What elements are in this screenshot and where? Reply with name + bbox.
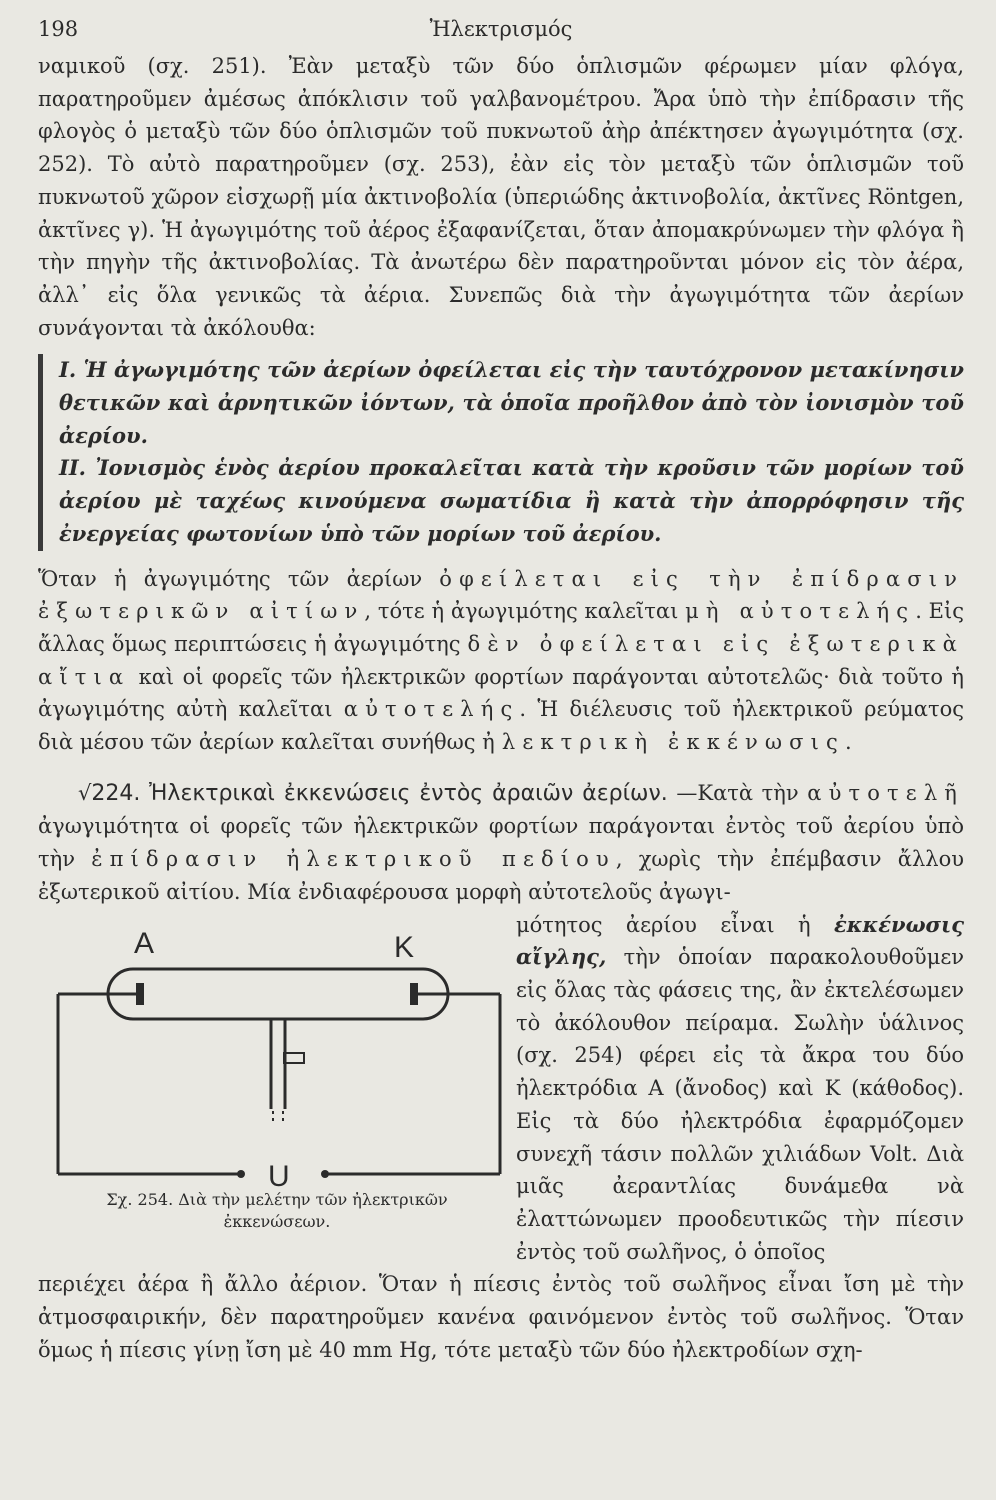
glow-discharge-term: ἐκκένωσις αἴγλης, [516,911,964,970]
page-number: 198 [38,17,79,41]
text-run: . Εἰς ἄλλας ὅμως περιπτώσεις ἡ ἀγωγιμότης [38,599,964,656]
figure-caption [38,1189,516,1233]
final-paragraph: περιέχει ἀέρα ἢ ἄλλο ἀέριον. Ὅταν ἡ πίεσις ἐντὸς τοῦ σωλῆνος εἶναι ἴση μὲ τὴν ἀτμοσφαιρικήν, δὲν παρατηροῦμεν κανένα φαινόμενον ἐντὸς τοῦ σωλῆνος. Ὅταν ὅμως ἡ πίεσις γίνῃ ἴση μὲ 40 mm Hg, τότε μεταξὺ τῶν δύο ἠλεκτροδίων σχη- [38,1272,964,1362]
figure-with-text [38,909,964,1269]
spaced-term: ἠλεκτρικὴ ἐκκένωσις [482,730,845,755]
definition-1: I. Ἡ ἀγωγιμότης τῶν ἀερίων ὀφείλεται εἰς τὴν ταυτόχρονον μετακίνησιν θετικῶν καὶ ἀρνητικῶν ἰόντων, τὰ ὁποῖα προῆλθον ἀπὸ τὸν ἰονισμὸν τοῦ ἀερίου. [59,357,964,448]
side-column-text [516,909,964,1269]
text-run: . Ἡ διέλευσις τοῦ ἠλεκτρικοῦ ρεύματος διὰ μέσου τῶν ἀερίων καλεῖται συνήθως [38,697,964,755]
stopcock-icon [284,1053,304,1063]
text-run: Κατὰ τὴν [697,780,808,805]
spaced-term: αὐτοτελῆ [807,780,964,805]
check-mark-icon: √ [78,780,92,805]
anode-electrode [136,983,144,1005]
figure-254 [38,909,516,1269]
spaced-term: ὀφείλεται εἰς τὴν ἐπίδρασιν ἐξωτερικῶν αἰτίων [38,566,964,624]
page-header [38,14,964,50]
section-number: 224. [91,780,141,806]
intro-paragraph: ναμικοῦ (σχ. 251). Ἐὰν μεταξὺ τῶν δύο ὁπλισμῶν φέρωμεν μίαν φλόγα, παρατηροῦμεν ἀμέσως ἀπόκλισιν τοῦ γαλβανομέτρου. Ἄρα ὑπὸ τὴν ἐπίδρασιν τῆς φλογὸς ὁ μεταξὺ τῶν δύο ὁπλισμῶν τοῦ πυκνωτοῦ ἀὴρ ἀπέκτησεν ἀγωγιμότητα (σχ. 252). Τὸ αὐτὸ παρατηροῦμεν (σχ. 253), ἐὰν εἰς τὸν μεταξὺ τῶν ὁπλισμῶν τοῦ πυκνωτοῦ χῶρον εἰσχωρῇ μία ἀκτινοβολία (ὑπεριώδης ἀκτινοβολία, ἀκτῖνες Röntgen, ἀκτῖνες γ). Ἡ ἀγωγιμότης τοῦ ἀέρος ἐξαφανίζεται, ὅταν ἀπομακρύνωμεν τὴν φλόγα ἢ τὴν πηγὴν τῆς ἀκτινοβολίας. Τὰ ἀνωτέρω δὲν παρατηροῦνται μόνον εἰς τὸν ἀέρα, ἀλλ᾽ εἰς ὅλα γενικῶς τὰ ἀέρια. Συνεπῶς διὰ τὴν ἀγωγιμότητα τῶν ἀερίων συνάγονται τὰ ἀκόλουθα: [38,54,964,340]
text-run: Ὅταν ἡ ἀγωγιμότης τῶν ἀερίων [38,566,440,591]
caption-line-2: ἐκκενώσεων. [223,1211,331,1231]
cathode-electrode [410,983,418,1005]
section-title: Ἠλεκτρικαὶ ἐκκενώσεις ἐντὸς ἀραιῶν ἀερίων. [149,780,668,806]
book-page [38,14,964,1366]
text-run: . [844,730,852,755]
anode-label: A [134,926,155,960]
glass-tube [108,969,448,1019]
text-run: μότητος ἀερίου εἶναι ἡ [516,912,834,937]
text-run: , τότε ἡ ἀγωγιμότης καλεῖται [364,599,686,624]
spaced-term: ἐπίδρασιν ἠλεκτρικοῦ πεδίου [91,847,616,872]
cathode-label: K [394,930,415,964]
caption-line-1: Σχ. 254. Διὰ τὴν μελέτην τῶν ἠλεκτρικῶν [106,1189,448,1209]
text-run: τὴν ὁποίαν παρακολουθοῦμεν εἰς ὅλας τὰς φάσεις της, ἂν ἐκτελέσωμεν τὸ ἀκόλουθον πείραμα. Σωλὴν ὑάλινος (σχ. 254) φέρει εἰς τὰ ἄκρα του δύο ἠλεκτρόδια Α (ἄνοδος) καὶ Κ (κάθοδος). Εἰς τὰ δύο ἠλεκτρόδια ἐφαρμόζομεν συνεχῆ τάσιν πολλῶν χιλιάδων Volt. Διὰ μιᾶς ἀεραντλίας δυνάμεθα νὰ ἐλαττώνωμεν προοδευτικῶς τὴν πίεσιν ἐντὸς τοῦ σωλῆνος, ὁ ὁποῖος [516,945,964,1264]
spaced-term: δὲν ὀφείλεται εἰς ἐξωτερικὰ αἴτια [38,631,964,689]
voltage-label: U [268,1159,290,1189]
spaced-term: αὐτοτελής [343,697,520,722]
discharge-tube-diagram [38,909,516,1189]
text-run: ἀγωγιμότητα οἱ φορεῖς τῶν ἠλεκτρικῶν φορτίων παράγονται ἐντὸς τοῦ ἀερίου ὑπὸ τὴν [38,814,964,872]
text-run: καὶ οἱ φορεῖς τῶν ἠλεκτρικῶν φορτίων παράγονται αὐτοτελῶς· διὰ τοῦτο ἡ ἀγωγιμότης αὐτὴ καλεῖται [38,664,964,722]
conductivity-paragraph [38,563,964,759]
definition-2: II. Ἰονισμὸς ἑνὸς ἀερίου προκαλεῖται κατὰ τὴν κροῦσιν τῶν μορίων τοῦ ἀερίου μὲ ταχέως κινούμενα σωματίδια ἢ κατὰ τὴν ἀπορρόφησιν τῆς ἐνεργείας φωτονίων ὑπὸ τῶν μορίων τοῦ ἀερίου. [59,455,964,546]
spaced-term: μὴ αὐτοτελής [685,599,916,624]
text-run: , χωρὶς τὴν ἐπέμβασιν ἄλλου ἐξωτερικοῦ αἰτίου. Μία ἐνδιαφέρουσα μορφὴ αὐτοτελοῦς ἀγωγι- [38,847,964,904]
section-224-paragraph [38,777,964,909]
running-title: Ἠλεκτρισμός [429,17,573,41]
terminal-dot [321,1170,329,1178]
definitions-block [38,354,964,550]
terminal-dot [237,1170,245,1178]
text-run: — [667,780,698,805]
